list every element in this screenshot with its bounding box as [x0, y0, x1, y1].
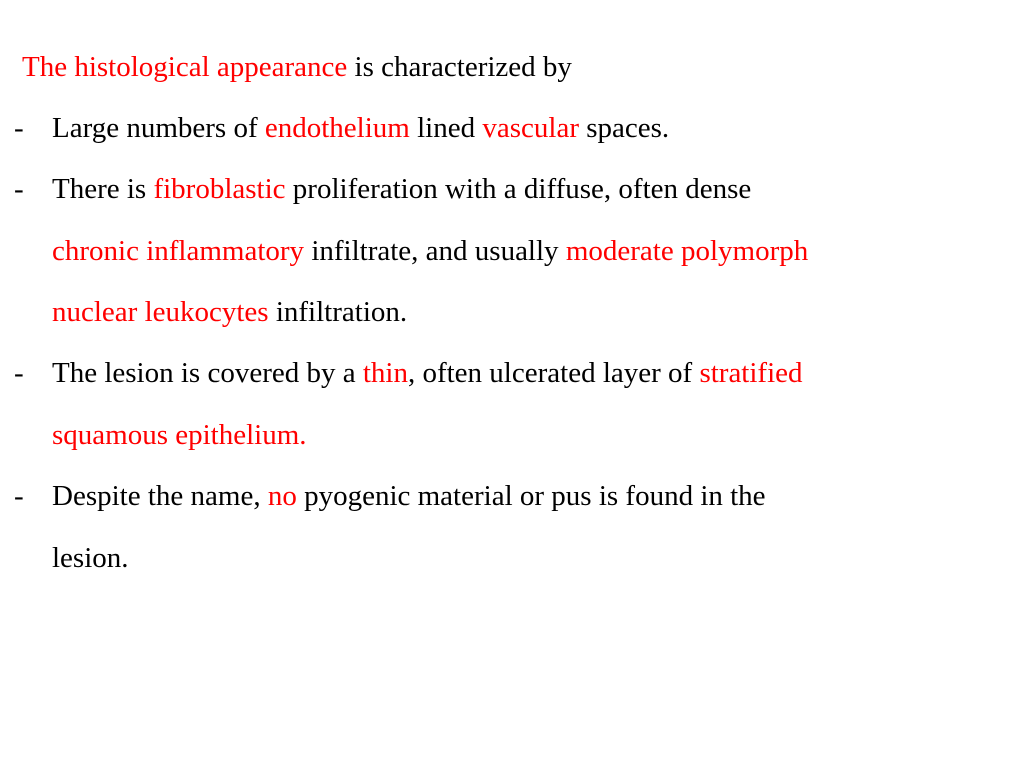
- intro-highlight: The histological appearance: [22, 51, 348, 83]
- bullet-marker: -: [14, 357, 24, 389]
- bullet-line: [52, 233, 808, 269]
- text-segment: infiltrate, and usually: [304, 235, 566, 267]
- bullet-line: [52, 417, 307, 453]
- bullet-line: [52, 171, 751, 207]
- highlighted-term: stratified: [699, 357, 803, 389]
- intro-rest: is characterized by: [347, 51, 572, 83]
- highlighted-term: vascular: [482, 112, 579, 144]
- bullet-line: [52, 294, 407, 330]
- highlighted-term: nuclear leukocytes: [52, 296, 269, 328]
- bullet-line: [52, 478, 766, 514]
- text-segment: Despite the name,: [52, 480, 268, 512]
- text-segment: proliferation with a diffuse, often dense: [285, 173, 752, 205]
- highlighted-term: squamous epithelium.: [52, 419, 307, 451]
- bullet-line: [52, 540, 129, 576]
- bullet-line: [52, 355, 803, 391]
- text-segment: , often ulcerated layer of: [407, 357, 700, 389]
- bullet-line: [52, 110, 669, 146]
- highlighted-term: no: [267, 480, 297, 512]
- bullet-marker: -: [14, 112, 24, 144]
- text-segment: lined: [409, 112, 483, 144]
- highlighted-term: endothelium: [264, 112, 410, 144]
- highlighted-term: moderate polymorph: [565, 235, 809, 267]
- highlighted-term: fibroblastic: [153, 173, 286, 205]
- bullet-marker: -: [14, 173, 24, 205]
- text-segment: The lesion is covered by a: [52, 357, 363, 389]
- text-segment: There is: [52, 173, 154, 205]
- text-segment: spaces.: [578, 112, 670, 144]
- intro-line: [22, 49, 572, 85]
- highlighted-term: thin: [362, 357, 408, 389]
- text-segment: pyogenic material or pus is found in the: [296, 480, 766, 512]
- text-segment: infiltration.: [268, 296, 408, 328]
- bullet-marker: -: [14, 480, 24, 512]
- text-segment: lesion.: [52, 542, 129, 574]
- text-segment: Large numbers of: [52, 112, 265, 144]
- highlighted-term: chronic inflammatory: [52, 235, 305, 267]
